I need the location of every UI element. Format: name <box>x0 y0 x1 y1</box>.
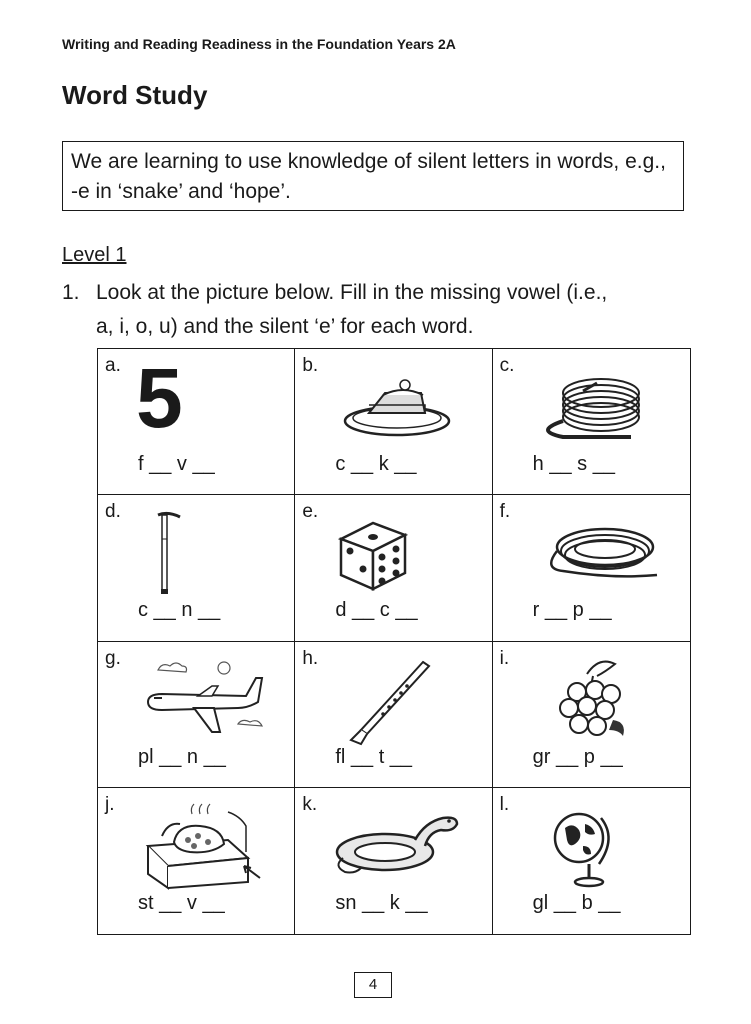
item-label: j. <box>105 793 115 815</box>
item-label: c. <box>499 355 515 376</box>
grid-cell-globe <box>493 788 690 934</box>
rope-icon <box>523 509 663 599</box>
grid-cell-dice <box>295 495 492 641</box>
globe-icon <box>523 802 663 892</box>
grid-cell-cake <box>295 349 492 495</box>
hose-icon <box>523 363 663 453</box>
word-blank-cane[interactable]: c __ n __ <box>138 599 221 622</box>
grid-cell-stove <box>98 788 295 934</box>
number-five-picture: 5 <box>136 351 183 445</box>
airplane-icon <box>128 656 268 746</box>
flute-icon <box>325 656 465 746</box>
word-blank-grapes[interactable]: gr __ p __ <box>532 745 623 768</box>
item-label: l. <box>499 793 510 815</box>
instruction <box>62 276 702 344</box>
word-blank-dice[interactable]: d __ c __ <box>335 599 418 622</box>
learning-objective-box: We are learning to use knowledge of silent letters in words, e.g., -e in ‘snake’ and ‘hope’. <box>62 141 684 211</box>
grid-cell-cane <box>98 495 295 641</box>
item-label: a. <box>105 355 121 376</box>
grapes-icon <box>523 656 663 746</box>
word-blank-hose[interactable]: h __ s __ <box>532 453 615 475</box>
item-label: h. <box>302 647 319 669</box>
dice-icon <box>325 509 465 599</box>
word-blank-stove[interactable]: st __ v __ <box>138 891 225 914</box>
instruction-line-2: a, i, o, u) and the silent ‘e’ for each word. <box>96 315 474 338</box>
cane-icon <box>128 509 268 599</box>
snake-icon <box>325 802 465 892</box>
grid-cell-five <box>98 349 295 495</box>
grid-cell-rope <box>493 495 690 641</box>
word-blank-cake[interactable]: c __ k __ <box>335 453 417 475</box>
page-title: Word Study <box>62 80 208 110</box>
grid-cell-flute <box>295 642 492 788</box>
item-label: f. <box>499 501 511 523</box>
level-heading: Level 1 <box>62 244 127 266</box>
item-label: b. <box>302 355 319 376</box>
picture-word-grid <box>97 348 691 935</box>
word-blank-globe[interactable]: gl __ b __ <box>532 891 621 914</box>
item-label: k. <box>302 793 318 815</box>
running-header: Writing and Reading Readiness in the Foundation Years 2A <box>62 36 456 52</box>
word-blank-five[interactable]: f __ v __ <box>138 453 215 475</box>
item-label: e. <box>302 501 319 523</box>
instruction-line-1: Look at the picture below. Fill in the missing vowel (i.e., <box>96 281 608 304</box>
item-label: i. <box>499 647 510 669</box>
stove-icon <box>128 802 268 892</box>
page-number: 4 <box>354 972 392 998</box>
item-label: g. <box>105 647 121 669</box>
cake-icon <box>325 363 465 453</box>
grid-cell-hose <box>493 349 690 495</box>
grid-cell-snake <box>295 788 492 934</box>
grid-cell-plane <box>98 642 295 788</box>
grid-cell-grapes <box>493 642 690 788</box>
question-number: 1. <box>62 281 80 304</box>
word-blank-flute[interactable]: fl __ t __ <box>335 745 413 768</box>
item-label: d. <box>105 501 121 523</box>
word-blank-rope[interactable]: r __ p __ <box>532 599 612 622</box>
word-blank-snake[interactable]: sn __ k __ <box>335 891 428 914</box>
word-blank-plane[interactable]: pl __ n __ <box>138 745 226 768</box>
